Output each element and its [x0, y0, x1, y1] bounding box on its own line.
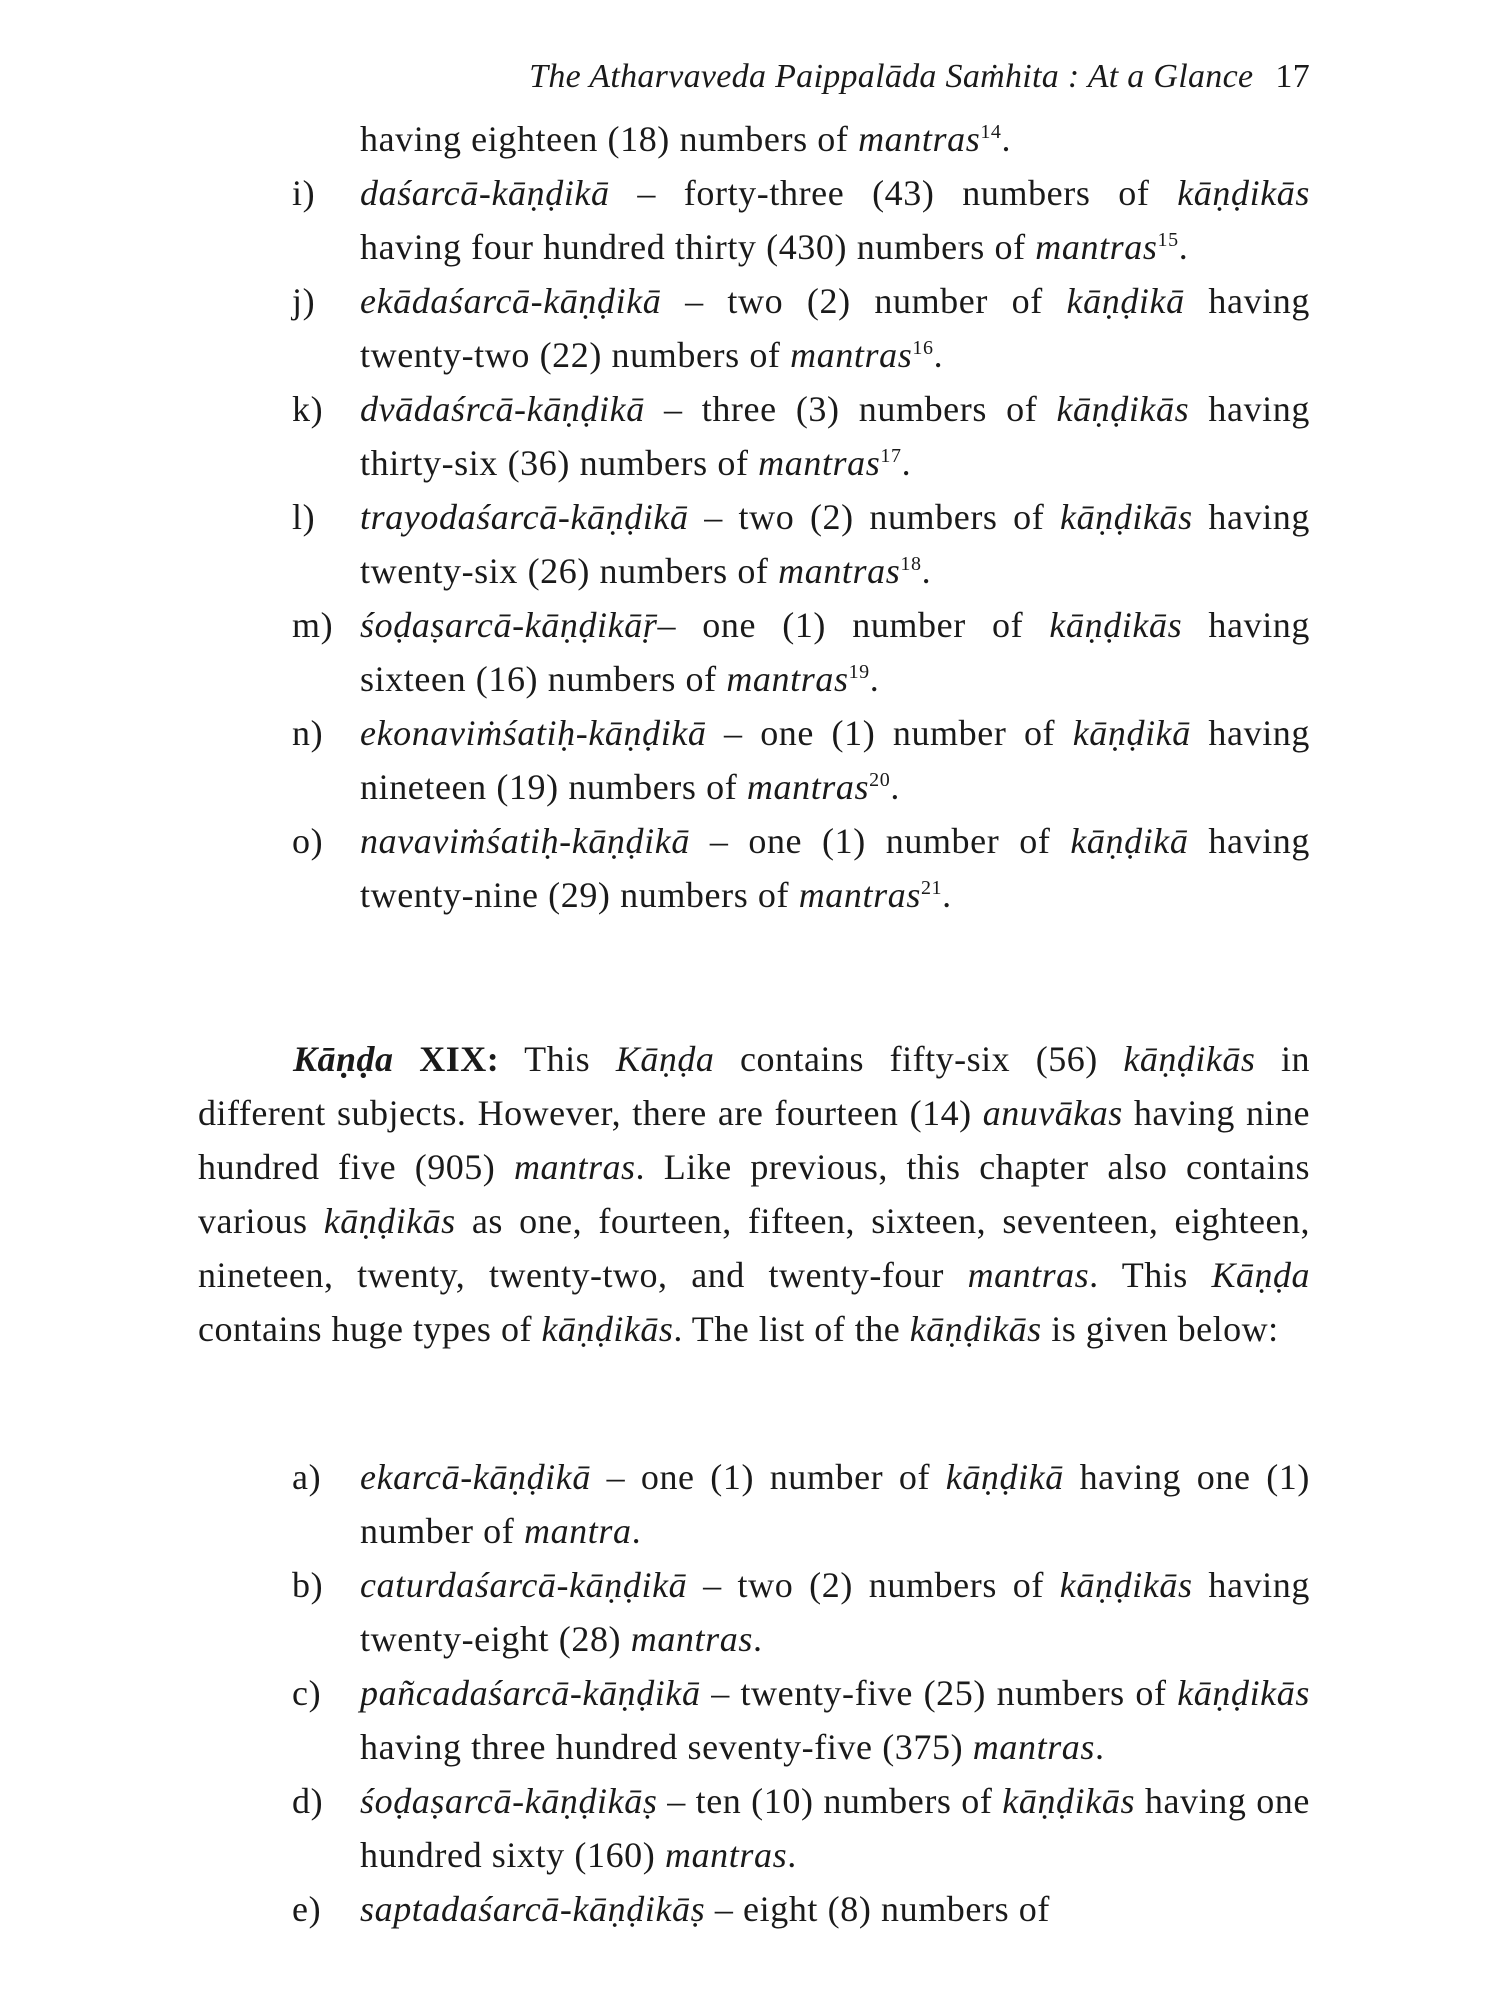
list-marker: n) [292, 713, 324, 753]
list-marker: k) [292, 389, 324, 429]
book-title: The Atharvaveda Paippalāda Saṁhita : At a Glance [529, 58, 1254, 95]
footnote-ref: 20 [869, 769, 891, 791]
footnote-ref: 15 [1157, 229, 1179, 251]
list-item: j) ekādaśarcā-kāṇḍikā – two (2) number of kāṇḍikā having twenty-two (22) numbers of mantras$^{16}$. [0, 274, 1500, 382]
list-marker: o) [292, 821, 324, 861]
term: trayodaśarcā-kāṇḍikā [360, 497, 689, 537]
bottom-list [0, 1450, 1500, 1936]
list-marker: j) [292, 281, 316, 321]
footnote-ref: 21 [920, 877, 943, 899]
list-item: i) daśarcā-kāṇḍikā – forty-three (43) numbers of kāṇḍikās having four hundred thirty (430) numbers of mantras$^{15}$. [0, 166, 1500, 274]
list-item: d) śoḍaṣarcā-kāṇḍikāṣ – ten (10) numbers of kāṇḍikās having one hundred sixty (160) mantras. [0, 1774, 1500, 1882]
list-item: c) pañcadaśarcā-kāṇḍikā – twenty-five (25) numbers of kāṇḍikās having three hundred seventy-five (375) mantras. [0, 1666, 1500, 1774]
list-item: e) saptadaśarcā-kāṇḍikāṣ – eight (8) numbers of [0, 1882, 1500, 1936]
list-marker: i) [292, 173, 316, 213]
footnote-ref: 16 [912, 337, 934, 359]
term: ekonaviṁśatiḥ-kāṇḍikā [360, 713, 707, 753]
list-marker: a) [292, 1457, 322, 1497]
footnote-ref: 19 [848, 661, 870, 683]
footnote-ref: 14 [980, 121, 1002, 143]
list-marker: d) [292, 1781, 324, 1821]
list-continuation: having eighteen (18) numbers of mantras$^{14}$. [360, 119, 1012, 159]
list-marker: c) [292, 1673, 322, 1713]
footnote-ref: 18 [900, 553, 922, 575]
term: caturdaśarcā-kāṇḍikā [360, 1565, 688, 1605]
list-marker: m) [292, 605, 334, 645]
term: ekarcā-kāṇḍikā [360, 1457, 591, 1497]
term: navaviṁśatiḥ-kāṇḍikā [360, 821, 690, 861]
body-paragraph: Kāṇḍa XIX: This Kāṇḍa contains fifty-six (56) kāṇḍikās in different subjects. However, there are fourteen (14) anuvākas having nine hundred five (905) mantras. Like previous, this chapter also contains various kāṇḍikās as one, fourteen, fifteen, sixteen, seventeen, eighteen, nineteen, twenty, twenty-two, and twenty-four mantras. This Kāṇḍa contains huge types of kāṇḍikās. The list of the kāṇḍikās is given below: [198, 1039, 1310, 1349]
footnote-ref: 17 [880, 445, 902, 467]
list-item: l) trayodaśarcā-kāṇḍikā – two (2) numbers of kāṇḍikās having twenty-six (26) numbers of mantras$^{18}$. [0, 490, 1500, 598]
list-item: a) ekarcā-kāṇḍikā – one (1) number of kāṇḍikā having one (1) number of mantra. [0, 1450, 1500, 1558]
term: dvādaśrcā-kāṇḍikā [360, 389, 645, 429]
page-number: 17 [1275, 58, 1310, 95]
list-marker: e) [292, 1889, 322, 1929]
list-item: m) śoḍaṣarcā-kāṇḍikāṝ– one (1) number of kāṇḍikās having sixteen (16) numbers of mantras$^{19}$. [0, 598, 1500, 706]
list-item: k) dvādaśrcā-kāṇḍikā – three (3) numbers of kāṇḍikās having thirty-six (36) numbers of mantras$^{17}$. [0, 382, 1500, 490]
top-list [0, 112, 1500, 922]
term: śoḍaṣarcā-kāṇḍikāṝ [360, 605, 658, 645]
term: saptadaśarcā-kāṇḍikāṣ [360, 1889, 706, 1929]
term: ekādaśarcā-kāṇḍikā [360, 281, 662, 321]
list-item: o) navaviṁśatiḥ-kāṇḍikā – one (1) number of kāṇḍikā having twenty-nine (29) numbers of mantras$^{21}$. [0, 814, 1500, 922]
running-head [430, 58, 1310, 96]
section-heading: Kāṇḍa XIX: [293, 1039, 500, 1079]
term: daśarcā-kāṇḍikā [360, 173, 610, 213]
list-marker: b) [292, 1565, 324, 1605]
list-item: n) ekonaviṁśatiḥ-kāṇḍikā – one (1) number of kāṇḍikā having nineteen (19) numbers of mantras$^{20}$. [0, 706, 1500, 814]
term: śoḍaṣarcā-kāṇḍikāṣ [360, 1781, 658, 1821]
list-item: b) caturdaśarcā-kāṇḍikā – two (2) numbers of kāṇḍikās having twenty-eight (28) mantras. [0, 1558, 1500, 1666]
list-marker: l) [292, 497, 316, 537]
term: pañcadaśarcā-kāṇḍikā [360, 1673, 701, 1713]
